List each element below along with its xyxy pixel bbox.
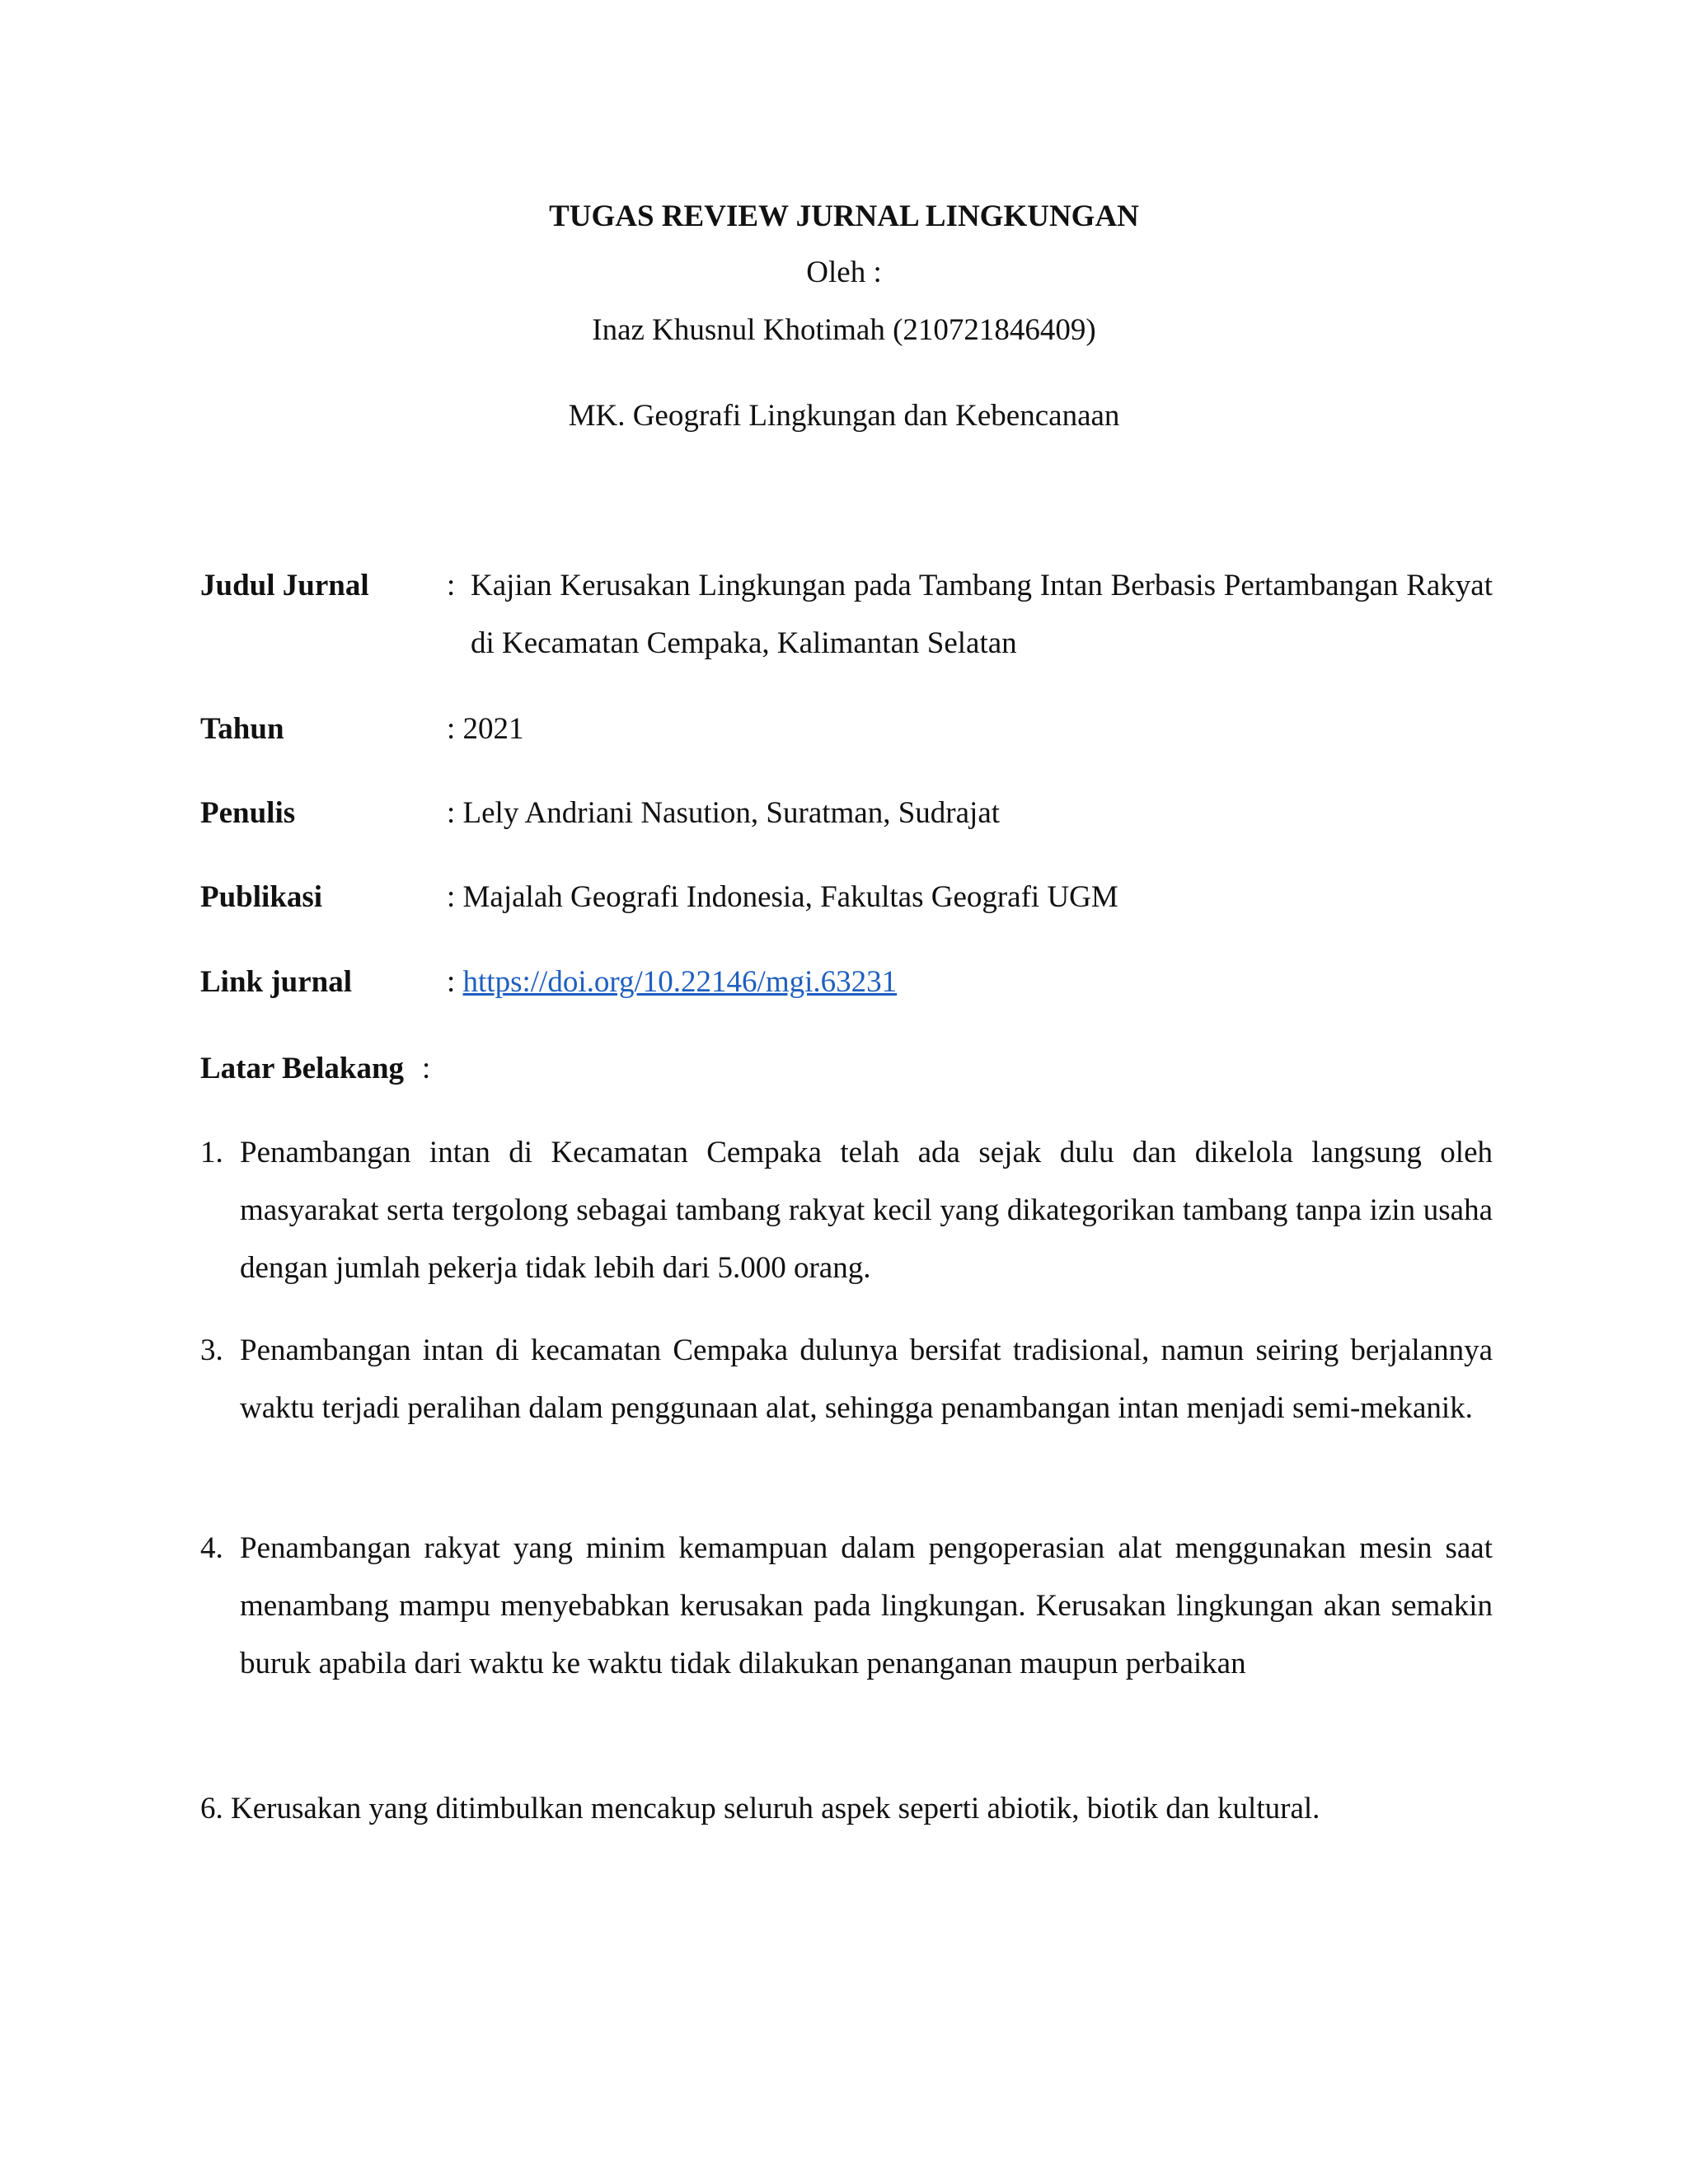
- list-item-number: 4.: [200, 1531, 223, 1565]
- list-item: [200, 1124, 1493, 1297]
- publikasi-label: Publikasi: [200, 880, 323, 914]
- list-item-number: 6.: [200, 1792, 223, 1825]
- author-name: Inaz Khusnul Khotimah (210721846409): [592, 313, 1096, 347]
- latar-belakang-label: Latar Belakang: [200, 1052, 405, 1085]
- list-item: [200, 1322, 1493, 1495]
- link-colon: :: [447, 965, 456, 999]
- penulis-value: : Lely Andriani Nasution, Suratman, Sudrajat: [447, 796, 1001, 830]
- tahun-value: : 2021: [447, 712, 524, 746]
- field-judul: [200, 557, 1493, 673]
- judul-label: Judul Jurnal: [200, 569, 369, 602]
- judul-colon: :: [447, 569, 456, 602]
- latar-belakang-heading: [200, 1040, 430, 1098]
- latar-belakang-colon: :: [422, 1052, 431, 1085]
- course-name: MK. Geografi Lingkungan dan Kebencanaan: [568, 399, 1120, 433]
- document-title: TUGAS REVIEW JURNAL LINGKUNGAN: [549, 199, 1139, 233]
- field-publikasi: [200, 869, 1493, 926]
- list-item-text: Penambangan intan di kecamatan Cempaka dulunya bersifat tradisional, namun seiring berjalannya waktu terjadi peralihan dalam penggunaan alat, sehingga penambangan intan menjadi semi-mekanik.: [240, 1333, 1493, 1425]
- oleh-label: Oleh :: [806, 255, 882, 289]
- list-item: [200, 1520, 1493, 1750]
- field-penulis: [200, 785, 1493, 842]
- publikasi-value: : Majalah Geografi Indonesia, Fakultas Geografi UGM: [447, 880, 1118, 914]
- link-value-wrapper: [447, 954, 1469, 1011]
- list-item: [200, 1780, 1320, 1838]
- link-label: Link jurnal: [200, 965, 353, 999]
- list-item-text: Kerusakan yang ditimbulkan mencakup seluruh aspek seperti abiotik, biotik dan kultural.: [231, 1792, 1320, 1825]
- list-item-number: 3.: [200, 1333, 223, 1367]
- field-link: [200, 954, 1493, 1011]
- field-tahun: [200, 701, 1493, 758]
- tahun-label: Tahun: [200, 712, 284, 746]
- list-item-number: 1.: [200, 1136, 223, 1169]
- list-item-text: Penambangan rakyat yang minim kemampuan dalam pengoperasian alat menggunakan mesin saat menambang mampu menyebabkan kerusakan pada lingkungan. Kerusakan lingkungan akan semakin buruk apabila dari waktu ke waktu tidak dilakukan penanganan maupun perbaikan: [240, 1531, 1493, 1680]
- list-item-text: Penambangan intan di Kecamatan Cempaka telah ada sejak dulu dan dikelola langsung oleh masyarakat serta tergolong sebagai tambang rakyat kecil yang dikategorikan tambang tanpa izin usaha dengan jumlah pekerja tidak lebih dari 5.000 orang.: [240, 1136, 1493, 1285]
- penulis-label: Penulis: [200, 796, 296, 830]
- judul-value: Kajian Kerusakan Lingkungan pada Tambang Intan Berbasis Pertambangan Rakyat di Kecamatan Cempaka, Kalimantan Selatan: [471, 569, 1493, 660]
- journal-link[interactable]: https://doi.org/10.22146/mgi.63231: [462, 965, 898, 999]
